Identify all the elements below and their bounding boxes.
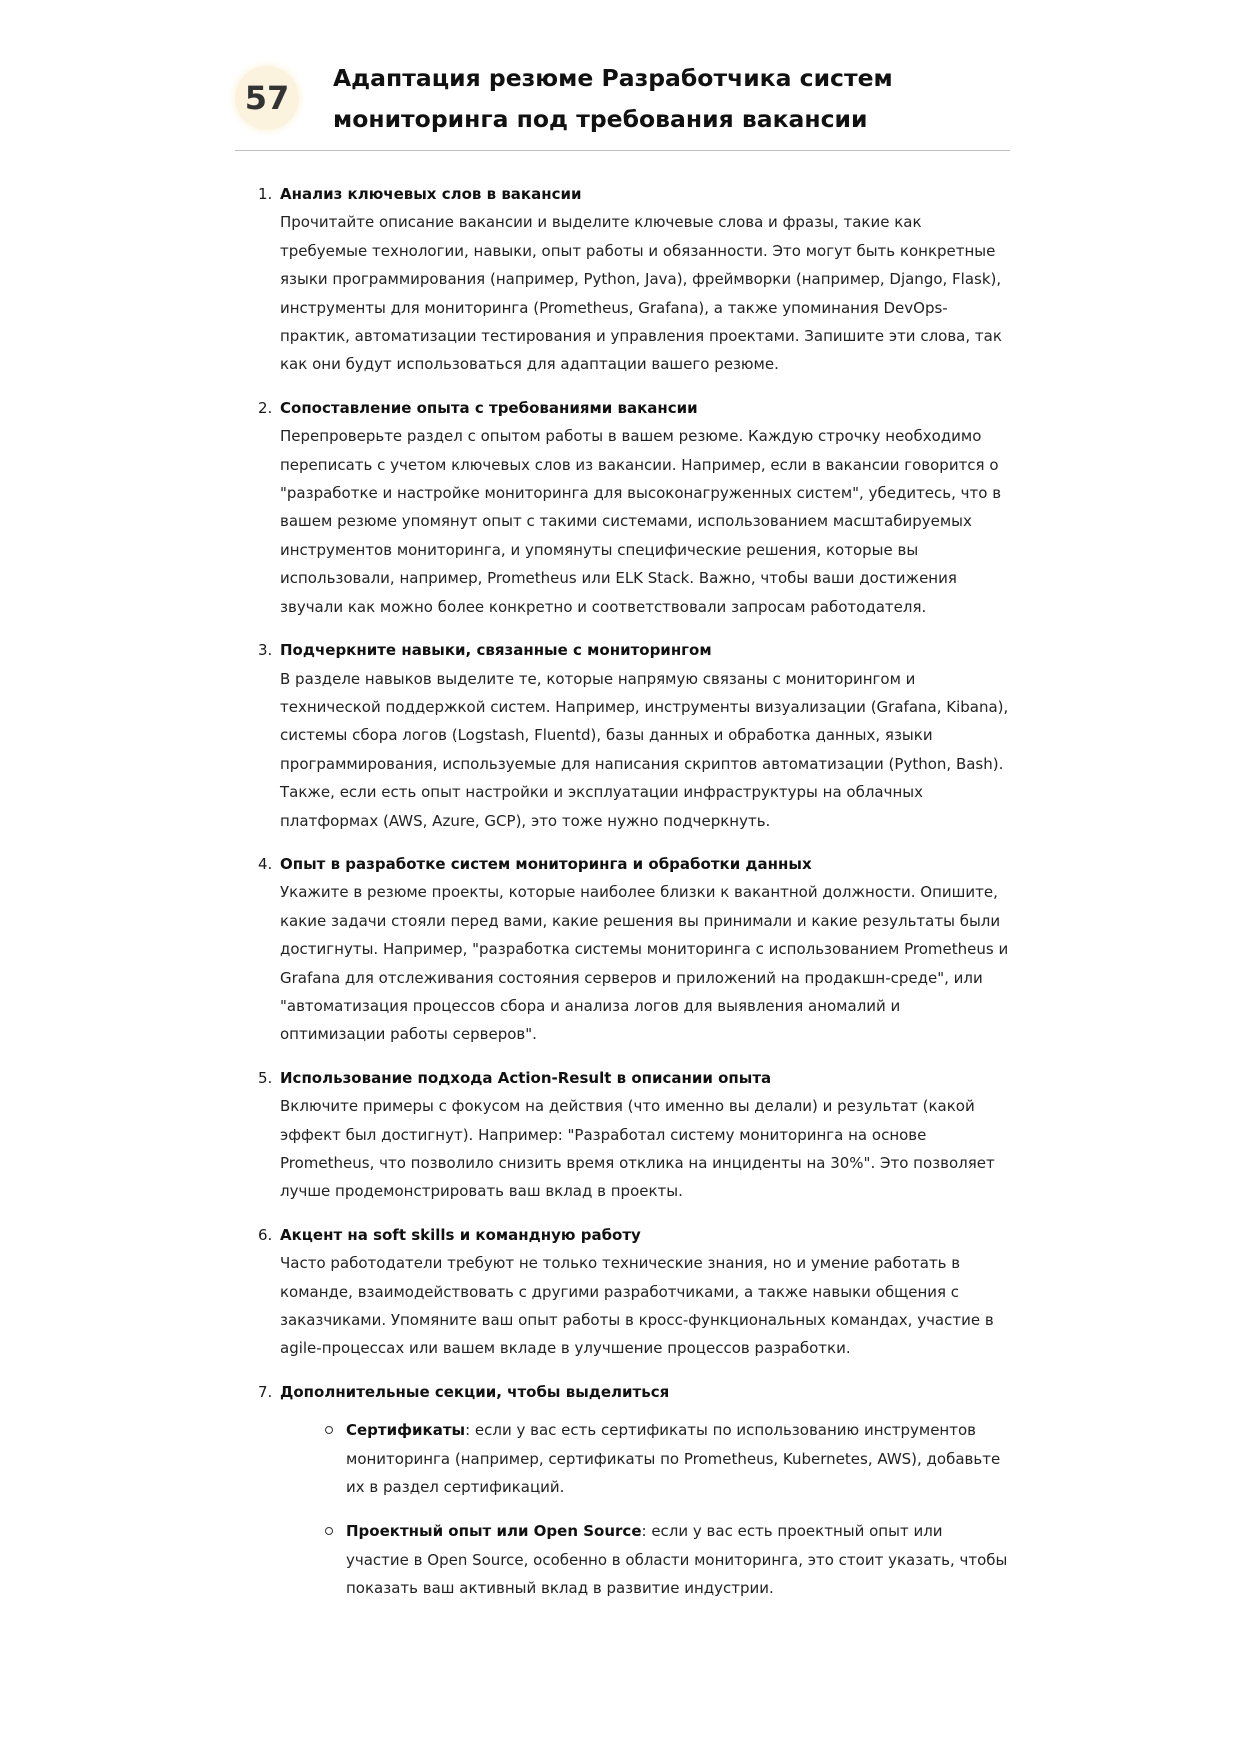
- step-text: Перепроверьте раздел с опытом работы в вашем резюме. Каждую строчку необходимо переписать с учетом ключевых слов из вакансии. Например, если в вакансии говорится о "разработке и настройке мониторинга для высоконагруженных систем", убедитесь, что в вашем резюме упомянут опыт с такими системами, использованием масштабируемых инструментов мониторинга, и упомянуты специфические решения, которые вы использовали, например, Prometheus или ELK Stack. Важно, чтобы ваши достижения звучали как можно более конкретно и соответствовали запросам работодателя.: [280, 427, 1002, 616]
- step-title: Подчеркните навыки, связанные с мониторингом: [280, 641, 712, 660]
- step-text: В разделе навыков выделите те, которые напрямую связаны с мониторингом и технической поддержкой систем. Например, инструменты визуализации (Grafana, Kibana), системы сбора логов (Logstash, Fluentd), базы данных и обработка данных, языки программирования, используемые для написания скриптов автоматизации (Python, Bash). Также, если есть опыт настройки и эксплуатации инфраструктуры на облачных платформах (AWS, Azure, GCP), это тоже нужно подчеркнуть.: [280, 669, 1009, 830]
- step-item: [258, 180, 1010, 379]
- step-number: 4.: [258, 854, 273, 873]
- step-item: [258, 1064, 1010, 1206]
- step-number: 3.: [258, 641, 273, 660]
- page-title: Адаптация резюме Разработчика систем мониторинга под требования вакансии: [333, 64, 893, 133]
- step-text: Часто работодатели требуют не только технические знания, но и умение работать в команде, взаимодействовать с другими разработчиками, а также навыки общения с заказчиками. Упомяните ваш опыт работы в кросс-функциональных командах, участие в agile-процессах или вашем вкладе в улучшение процессов разработки.: [280, 1254, 994, 1358]
- step-item: [258, 1221, 1010, 1363]
- step-item: [258, 636, 1010, 835]
- page-header: [235, 58, 1010, 151]
- step-title: Акцент на soft skills и командную работу: [280, 1225, 641, 1244]
- step-title: Дополнительные секции, чтобы выделиться: [280, 1382, 670, 1401]
- step-item: [258, 1378, 1010, 1603]
- step-item: [258, 394, 1010, 621]
- step-number: 6.: [258, 1225, 273, 1244]
- hollow-circle-bullet-icon: [325, 1426, 333, 1434]
- hollow-circle-bullet-icon: [325, 1527, 333, 1535]
- step-text: Прочитайте описание вакансии и выделите ключевые слова и фразы, такие как требуемые технологии, навыки, опыт работы и обязанности. Это могут быть конкретные языки программирования (например, Python, Java), фреймворки (например, Django, Flask), инструменты для мониторинга (Prometheus, Grafana), а также упоминания DevOps-практик, автоматизации тестирования и управления проектами. Запишите эти слова, так как они будут использоваться для адаптации вашего резюме.: [280, 213, 1002, 374]
- extra-title: Сертификаты: [346, 1421, 466, 1440]
- step-number: 2.: [258, 398, 273, 417]
- steps-list: [258, 180, 1010, 1603]
- step-number: 1.: [258, 185, 273, 203]
- step-text: Включите примеры с фокусом на действия (что именно вы делали) и результат (какой эффект был достигнут). Например: "Разработал систему мониторинга на основе Prometheus, что позволило снизить время отклика на инциденты на 30%". Это позволяет лучше продемонстрировать ваш вклад в проекты.: [280, 1097, 995, 1201]
- extra-item-open-source: [280, 1517, 1010, 1602]
- extra-item-certificates: [280, 1416, 1010, 1501]
- page-number-badge: 57: [235, 66, 299, 130]
- extra-title: Проектный опыт или Open Source: [346, 1522, 642, 1541]
- step-item: [258, 850, 1010, 1049]
- extras-list: [280, 1416, 1010, 1602]
- step-number: 7.: [258, 1382, 273, 1401]
- step-title: Сопоставление опыта с требованиями вакансии: [280, 398, 698, 417]
- step-title: Анализ ключевых слов в вакансии: [280, 185, 582, 203]
- step-number: 5.: [258, 1068, 273, 1087]
- article-body: [258, 180, 1010, 1619]
- extra-text: : если у вас есть сертификаты по использованию инструментов мониторинга (например, сертификаты по Prometheus, Kubernetes, AWS), добавьте их в раздел сертификаций.: [346, 1421, 1001, 1497]
- step-title: Использование подхода Action-Result в описании опыта: [280, 1068, 772, 1087]
- step-text: Укажите в резюме проекты, которые наиболее близки к вакантной должности. Опишите, какие задачи стояли перед вами, какие решения вы принимали и какие результаты были достигнуты. Например, "разработка системы мониторинга с использованием Prometheus и Grafana для отслеживания состояния серверов и приложений на продакшн-среде", или "автоматизация процессов сбора и анализа логов для выявления аномалий и оптимизации работы серверов".: [280, 883, 1009, 1044]
- step-title: Опыт в разработке систем мониторинга и обработки данных: [280, 854, 812, 873]
- extra-text: : если у вас есть проектный опыт или участие в Open Source, особенно в области мониторинга, это стоит указать, чтобы показать ваш активный вклад в развитие индустрии.: [346, 1522, 1008, 1598]
